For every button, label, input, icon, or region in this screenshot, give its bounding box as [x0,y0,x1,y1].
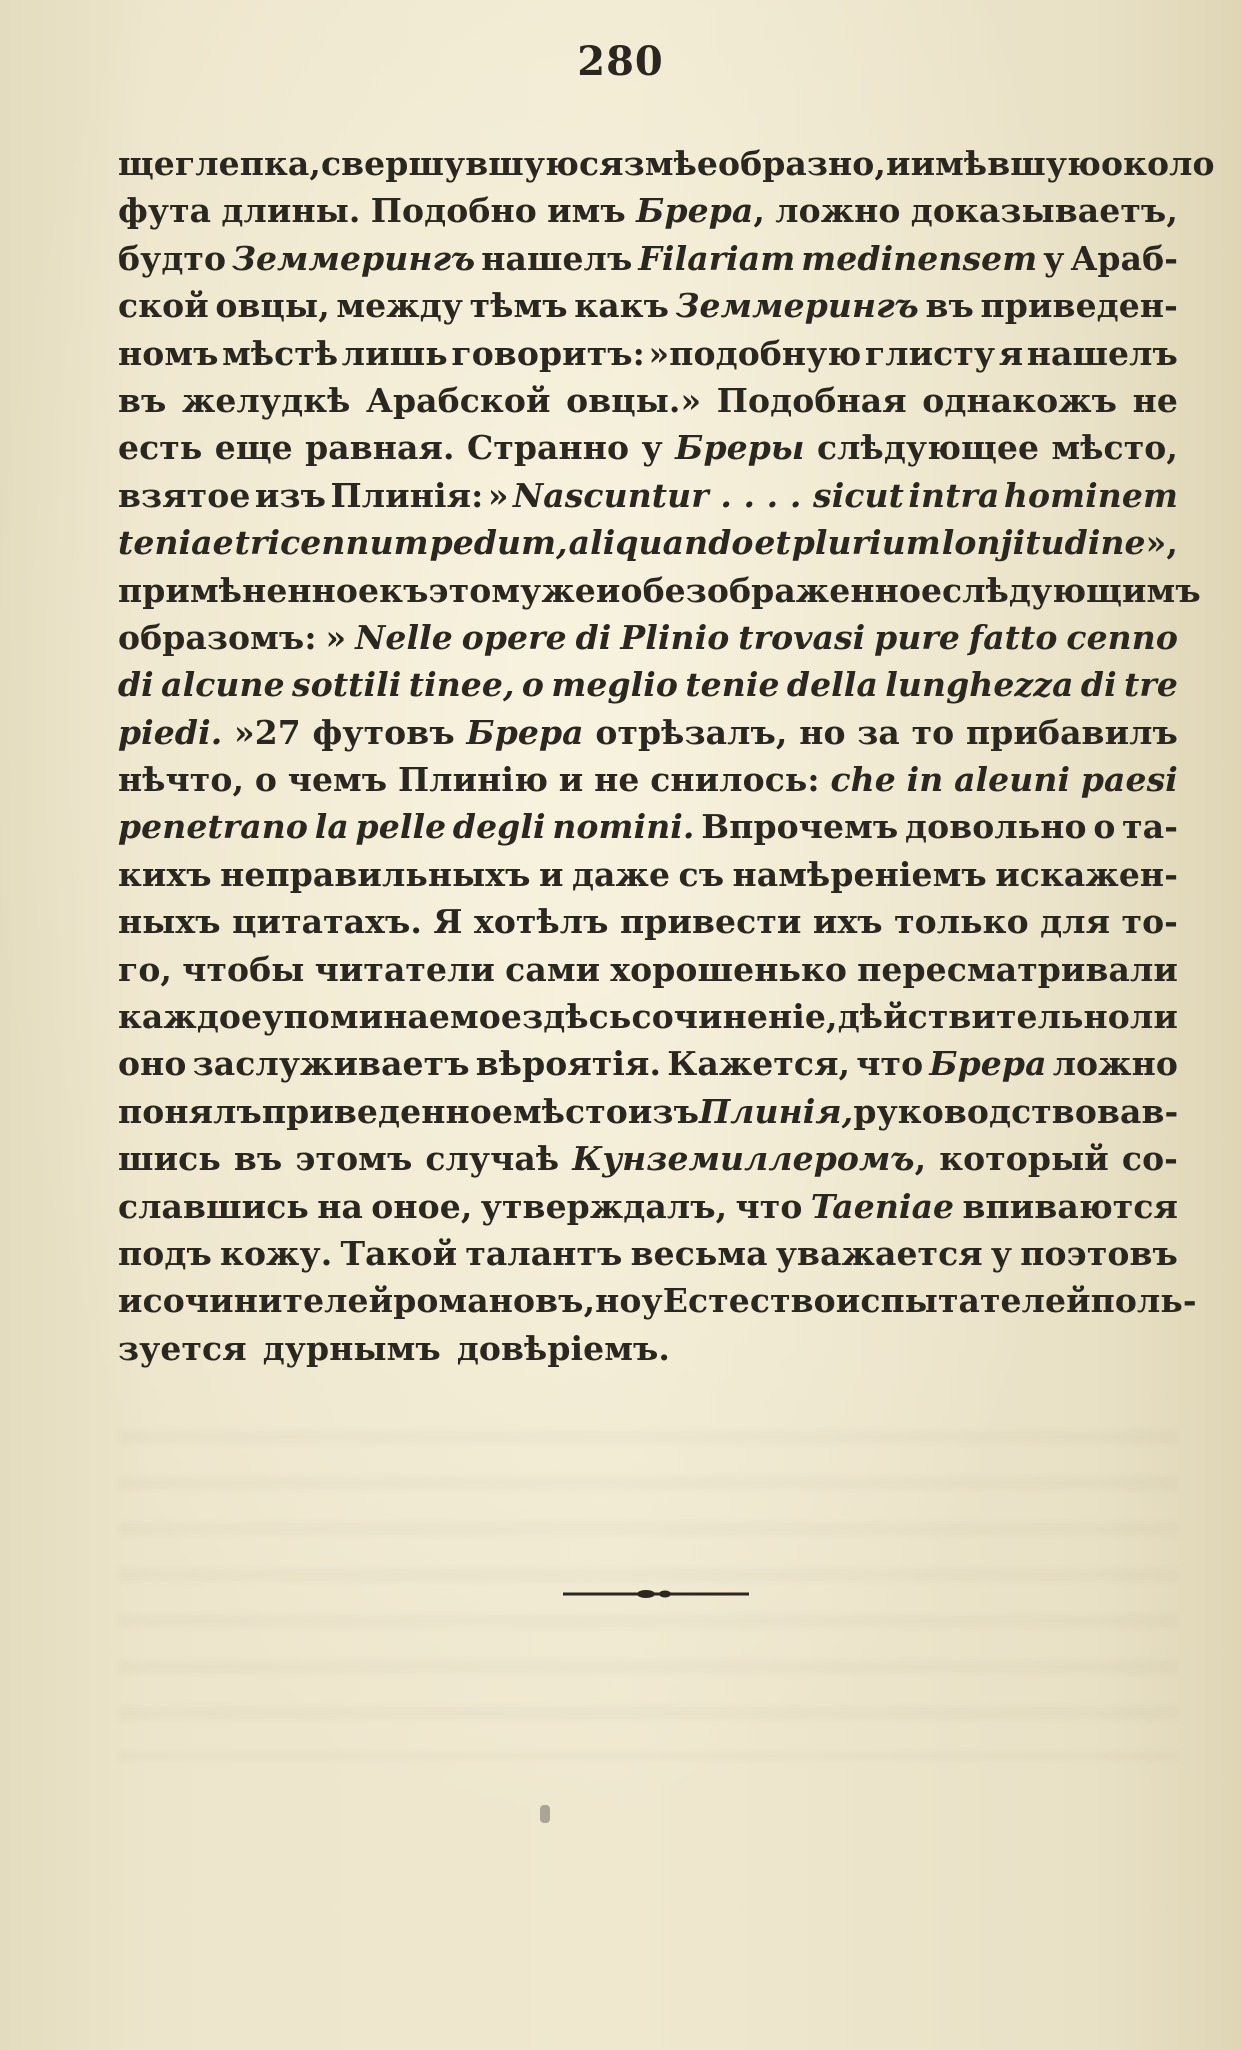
word: paesi [1080,760,1178,800]
word: намѣреніемъ [732,854,987,894]
word: у [1043,238,1065,278]
word: di [575,617,612,657]
word: нашелъ [1026,333,1178,373]
word: та- [1122,807,1178,847]
word: въ [118,380,167,420]
word: уважается [775,1233,983,1273]
word: piedi. [118,712,223,752]
text-line [118,946,1178,993]
word: Плинія, [699,1091,854,1131]
word: слѣдующее [816,428,1040,468]
word: di [1080,665,1117,705]
word: Taeniae [810,1186,955,1226]
text-line [118,519,1178,566]
word: овцы.» [566,380,702,420]
word: который [939,1139,1109,1179]
word: fatto [968,617,1058,657]
text-line [118,993,1178,1040]
word: Плинію [397,760,549,800]
word: hominem [1003,475,1178,515]
word: intra [908,475,1000,515]
word: aliquando [568,523,754,563]
word: же [541,570,596,610]
word: Подобно [370,191,537,231]
word: » [325,617,347,657]
word: только [894,902,1029,942]
word: между [336,286,464,326]
word: оно [118,1044,187,1084]
word: но [799,712,846,752]
word: Кажется, [667,1044,851,1084]
word: degli [452,807,546,847]
word: будто [118,238,227,278]
decorative-divider [563,1588,749,1600]
word: lunghezza [885,665,1074,705]
text-line [118,140,1215,187]
word: ли [1130,997,1178,1037]
word: го, [118,949,173,989]
word: что [856,1044,924,1084]
word: даже [571,854,671,894]
word: plurium [791,523,941,563]
word: доказываетъ, [910,191,1178,231]
text-line [118,330,1178,377]
word: Арабской [366,380,551,420]
word: и [595,570,621,610]
word: cenno [1066,617,1178,657]
word: trovasi [738,617,866,657]
word: сочинителей [142,1281,394,1321]
word: хотѣлъ [474,902,609,942]
word: и [558,760,584,800]
word: то [911,712,955,752]
text-line [118,1040,1178,1087]
word: у [990,1233,1013,1273]
word: pelle [355,807,447,847]
word: здѣсь [522,997,632,1037]
word: взятое [118,475,251,515]
word: около [1100,144,1215,183]
word: у [641,1281,663,1321]
word: оное, [371,1186,473,1226]
word: и [538,854,564,894]
word: равная. [305,428,455,468]
word: della [786,665,878,705]
word: щеглепка, [118,144,321,183]
word: tre [1124,665,1178,705]
word: номъ [118,333,219,373]
word: et [754,523,791,563]
word: ложно [775,191,901,231]
word: свершувшуюся [320,144,624,183]
word: o [521,665,545,705]
word: приведенное [261,1091,513,1131]
word: въ [925,286,974,326]
word: неправильныхъ [220,854,531,894]
word: Nelle [355,617,453,657]
word: понялъ [118,1091,262,1131]
word: снилось: [650,760,820,800]
word: Земмерингъ [232,238,476,278]
word: сами [505,949,601,989]
word: что [735,1186,803,1226]
word: привести [620,902,802,942]
page-number: 280 [577,38,664,85]
word: то- [1121,902,1178,942]
word: довѣріемъ. [456,1328,671,1368]
word: di [118,665,154,705]
word: приведен- [980,286,1178,326]
word: желудкѣ [182,380,351,420]
word: tinee, [408,665,515,705]
text-line [118,235,1178,282]
word: Брера [466,712,584,752]
word: Впрочемъ [701,807,899,847]
word: Земмерингъ [675,286,919,326]
word: хорошенько [610,949,847,989]
word: нашелъ [481,238,633,278]
word: въ [233,1139,283,1179]
text-line [118,614,1178,661]
word: Араб- [1070,238,1178,278]
word: opere [461,617,567,657]
word: мѣсто, [1051,428,1178,468]
word: изъ [254,475,327,515]
text-line [118,1230,1178,1277]
word: aleuni [954,760,1071,800]
word: къ [379,570,429,610]
word: pedum, [429,523,568,563]
text-line [118,756,1178,803]
word: не [1132,380,1178,420]
word: обезображенное [620,570,943,610]
word: кожу. [220,1233,333,1273]
word: сочиненіе, [631,997,838,1037]
word: тѣмъ [469,286,568,326]
word: змѣеобразно, [623,144,886,183]
word: и [118,1281,143,1321]
word: славшись [118,1186,309,1226]
word: со- [1121,1139,1178,1179]
word: прибавилъ [965,712,1178,752]
word: отрѣзалъ, [595,712,788,752]
word: »27 [234,712,301,752]
text-line [118,709,1178,756]
word: заслуживаетъ [192,1044,470,1084]
word: Filariam [638,238,796,278]
word: этому [428,570,542,610]
text-line [118,377,1178,424]
text-line [118,851,1178,898]
word: говоритъ: [451,333,645,373]
word: имъ [547,191,626,231]
word: alcune [161,665,285,705]
word: teniae [118,523,234,563]
word: Брера [929,1044,1047,1084]
word: глисту [864,333,996,373]
word: вѣроятія. [475,1044,662,1084]
word: я [998,333,1024,373]
text-line [118,1088,1178,1135]
word: чемъ [287,760,388,800]
word: Nascuntur . . . . sicut [513,475,904,515]
text-line [118,472,1178,519]
word: случаѣ [425,1139,560,1179]
word: пересматривали [857,949,1178,989]
word: однакожъ [922,380,1118,420]
word: весьма [630,1233,768,1273]
word: еще [214,428,293,468]
word: Странно [466,428,630,468]
text-line [118,898,1178,945]
ink-smudge [540,1805,550,1823]
word: tenie [685,665,780,705]
text-line [118,1277,1197,1324]
word: у [641,428,663,468]
word: sottili [292,665,402,705]
word: каждое [118,997,263,1037]
word: для [1040,902,1111,942]
word: ныхъ [118,902,221,942]
word: талантъ [465,1233,623,1273]
word: зуется [118,1328,247,1368]
text-line [118,567,1201,614]
word: поль- [1090,1281,1197,1321]
word: цитатахъ. [232,902,422,942]
text-line [118,803,1178,850]
word: нѣчто, [118,760,245,800]
word: nomini. [552,807,695,847]
word: примѣненное [118,570,380,610]
text-line [118,1135,1178,1182]
word: имѣвшую [910,144,1101,183]
word: этомъ [295,1139,413,1179]
word: Брера, [636,191,765,231]
word: утверждалъ, [480,1186,728,1226]
word: фута [118,191,212,231]
text-line [118,424,1178,471]
word: подъ [118,1233,212,1273]
word: о [1093,807,1116,847]
word: есть [118,428,203,468]
word: »подобную [648,333,862,373]
word: слѣдующимъ [942,570,1201,610]
word: in [906,760,944,800]
word: pure [874,617,961,657]
word: съ [678,854,725,894]
word: ложно [1052,1044,1178,1084]
word: penetrano [118,807,308,847]
word: футовъ [312,712,455,752]
word: поэтовъ [1020,1233,1178,1273]
word: но [595,1281,642,1321]
word: на [317,1186,363,1226]
word: читатели [314,949,496,989]
word: длины. [221,191,361,231]
word: изъ [627,1091,700,1131]
text-line [118,1183,1178,1230]
word: ихъ [812,902,883,942]
word: Такой [340,1233,458,1273]
word: ской [118,286,209,326]
word: чтобы [182,949,305,989]
word: Бреры [675,428,805,468]
word: за [857,712,900,752]
word: упоминаемое [262,997,522,1037]
word: meglio [551,665,679,705]
word: Plinio [620,617,730,657]
word: и [886,144,911,183]
word: Плинія: [330,475,484,515]
word: лишь [341,333,448,373]
word: дурнымъ [262,1328,441,1368]
word: романовъ, [393,1281,596,1321]
text-line [118,282,1178,329]
word: Кунземиллеромъ, [572,1139,927,1179]
word: какъ [574,286,670,326]
word: tricennum [234,523,429,563]
word: образомъ: [118,617,317,657]
word: руководствовав- [853,1091,1179,1131]
word: la [314,807,349,847]
word: » [487,475,509,515]
word: шись [118,1139,221,1179]
word: мѣсто [512,1091,628,1131]
word: довольно [905,807,1087,847]
word: che [830,760,896,800]
body-text [118,140,1215,1372]
word: мѣстѣ [222,333,339,373]
word: medinensem [801,238,1038,278]
text-line [118,187,1178,234]
word: Я [433,902,463,942]
word: дѣйствительно [837,997,1130,1037]
word: Естествоиспытателей [662,1281,1091,1321]
word: не [594,760,640,800]
text-line [118,661,1178,708]
word: Подобная [716,380,907,420]
word: lonjitudine», [941,523,1178,563]
word: овцы, [215,286,330,326]
word: впиваются [962,1186,1178,1226]
text-line [118,1325,1178,1372]
word: искажен- [995,854,1178,894]
word: о [254,760,277,800]
word: кихъ [118,854,212,894]
